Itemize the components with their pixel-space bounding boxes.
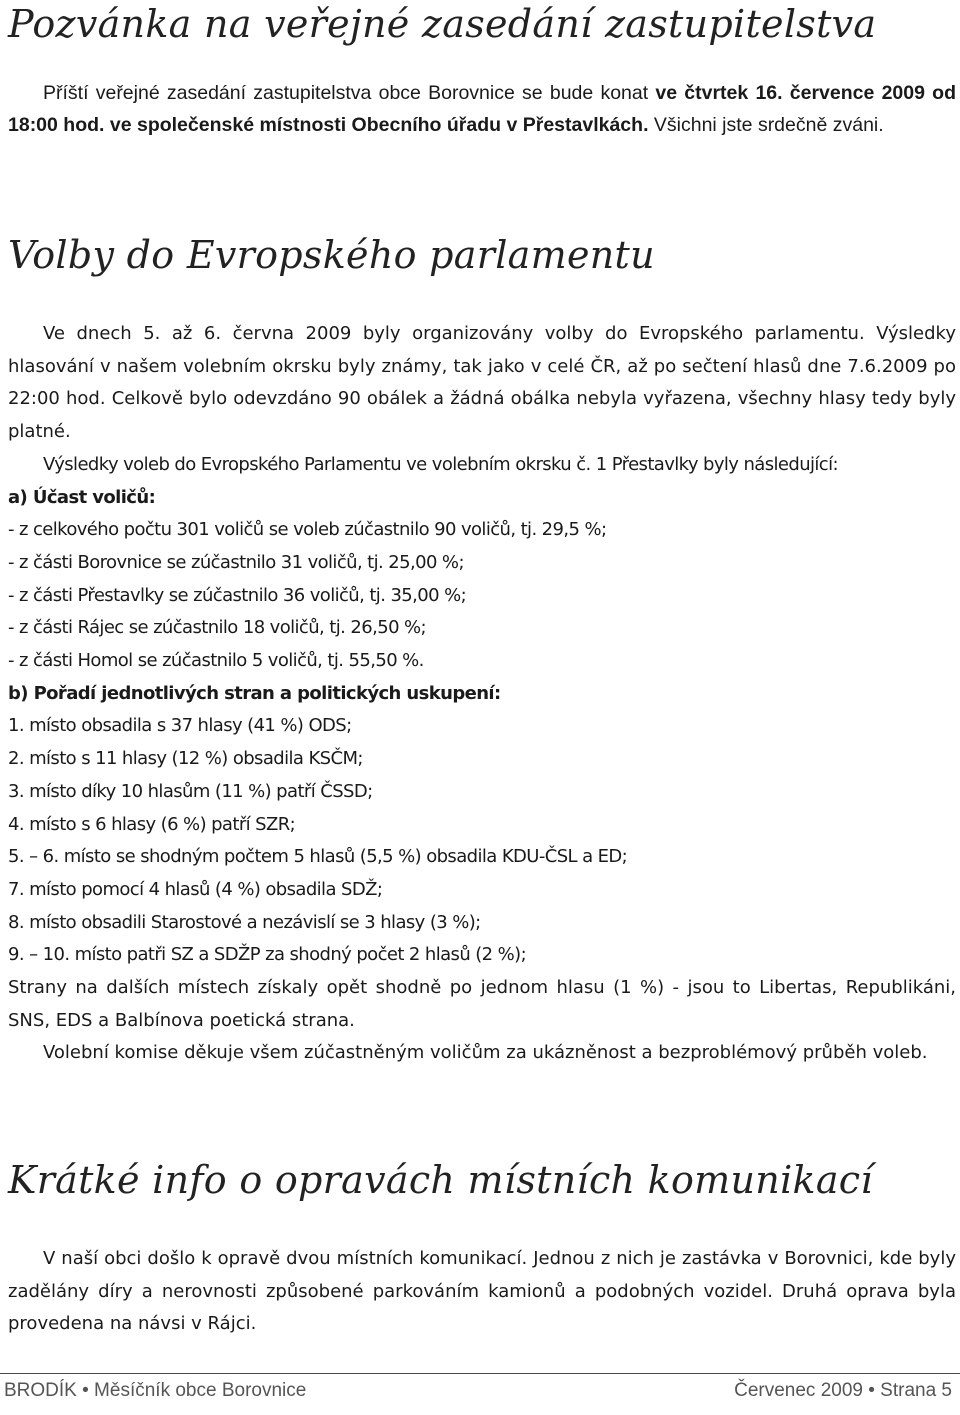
footer-issue-page: Červenec 2009 • Strana 5 <box>734 1380 952 1401</box>
turnout-item: - z části Borovnice se zúčastnilo 31 voličů, tj. 25,00 %; <box>8 551 464 573</box>
invitation-lead: Příští veřejné zasedání zastupitelstva obce Borovnice se bude konat <box>43 82 656 104</box>
ranking-list <box>8 710 956 972</box>
road-repairs-article <box>8 1243 956 1341</box>
turnout-heading-text: a) Účast voličů: <box>8 486 156 508</box>
ranking-item: 8. místo obsadili Starostové a nezávislí se 3 hlasy (3 %); <box>8 911 481 933</box>
ranking-item: 4. místo s 6 hlasy (6 %) patří SZR; <box>8 813 296 835</box>
turnout-heading <box>8 482 956 515</box>
footer-divider <box>0 1373 960 1374</box>
other-parties-paragraph: Strany na dalších místech získaly opět shodně po jednom hlasu (1 %) - jsou to Libertas, Republikáni, SNS, EDS a Balbínova poetická strana. <box>8 977 956 1031</box>
elections-dates-text: Ve dnech 5. až 6. června 2009 byly organizovány volby do Evropského parlamentu. Výsledky hlasování v našem volebním okrsku byly známy, tak jako v celé ČR, až po sečtení hlasů dne 7.6.2009 po 22:00 hod. <box>8 323 956 410</box>
turnout-list <box>8 514 956 678</box>
ranking-item: 2. místo s 11 hlasy (12 %) obsadila KSČM; <box>8 748 363 770</box>
elections-intro-paragraph <box>8 318 956 449</box>
thanks-paragraph: Volební komise děkuje všem zúčastněným voličům za ukázněnost a bezproblémový průběh voleb. <box>43 1042 928 1064</box>
invitation-paragraph <box>8 78 956 141</box>
ranking-item: 7. místo pomocí 4 hlasů (4 %) obsadila SDŽ; <box>8 878 383 900</box>
ranking-heading-text: b) Pořadí jednotlivých stran a politických uskupení: <box>8 682 501 704</box>
invitation-text <box>8 78 956 141</box>
road-repairs-paragraph: V naší obci došlo k opravě dvou místních komunikací. Jednou z nich je zastávka v Borovnici, kde byly zadělány díry a nerovnosti způsobené parkováním kamionů a podobných vozidel. Druhá oprava byla provedena na návsi v Rájci. <box>8 1248 956 1335</box>
road-repairs-heading: Krátké info o opravách místních komunikací <box>8 1158 873 1202</box>
elections-envelopes-text: Celkově bylo odevzdáno 90 obálek a žádná obálka nebyla vyřazena, všechny hlasy tedy byly platné. <box>8 388 957 443</box>
turnout-item: - z části Rájec se zúčastnilo 18 voličů, tj. 26,50 %; <box>8 617 427 639</box>
ranking-heading <box>8 678 956 711</box>
turnout-item: - z celkového počtu 301 voličů se voleb zúčastnilo 90 voličů, tj. 29,5 %; <box>8 519 607 541</box>
invitation-closing: Všichni jste srdečně zváni. <box>648 113 884 136</box>
elections-article <box>8 318 956 1070</box>
ranking-item: 9. – 10. místo patři SZ a SDŽP za shodný počet 2 hlasů (2 %); <box>8 944 527 966</box>
footer-publication: BRODÍK • Měsíčník obce Borovnice <box>4 1380 307 1401</box>
turnout-item: - z části Přestavlky se zúčastnilo 36 voličů, tj. 35,00 %; <box>8 584 467 606</box>
ranking-item: 5. – 6. místo se shodným počtem 5 hlasů (5,5 %) obsadila KDU-ČSL a ED; <box>8 846 628 868</box>
ranking-item: 3. místo díky 10 hlasům (11 %) patří ČSSD; <box>8 780 373 802</box>
meeting-date-place: ve čtvrtek 16. července 2009 od 18:00 hod. ve společenské místnosti Obecního úřadu v Přestavlkách. <box>8 82 956 136</box>
invitation-heading: Pozvánka na veřejné zasedání zastupitelstva <box>8 2 877 46</box>
results-intro: Výsledky voleb do Evropského Parlamentu ve volebním okrsku č. 1 Přestavlky byly následující: <box>43 453 838 475</box>
turnout-item: - z části Homol se zúčastnilo 5 voličů, tj. 55,50 %. <box>8 650 424 672</box>
ranking-item: 1. místo obsadila s 37 hlasy (41 %) ODS; <box>8 715 352 737</box>
elections-heading: Volby do Evropského parlamentu <box>8 233 655 277</box>
